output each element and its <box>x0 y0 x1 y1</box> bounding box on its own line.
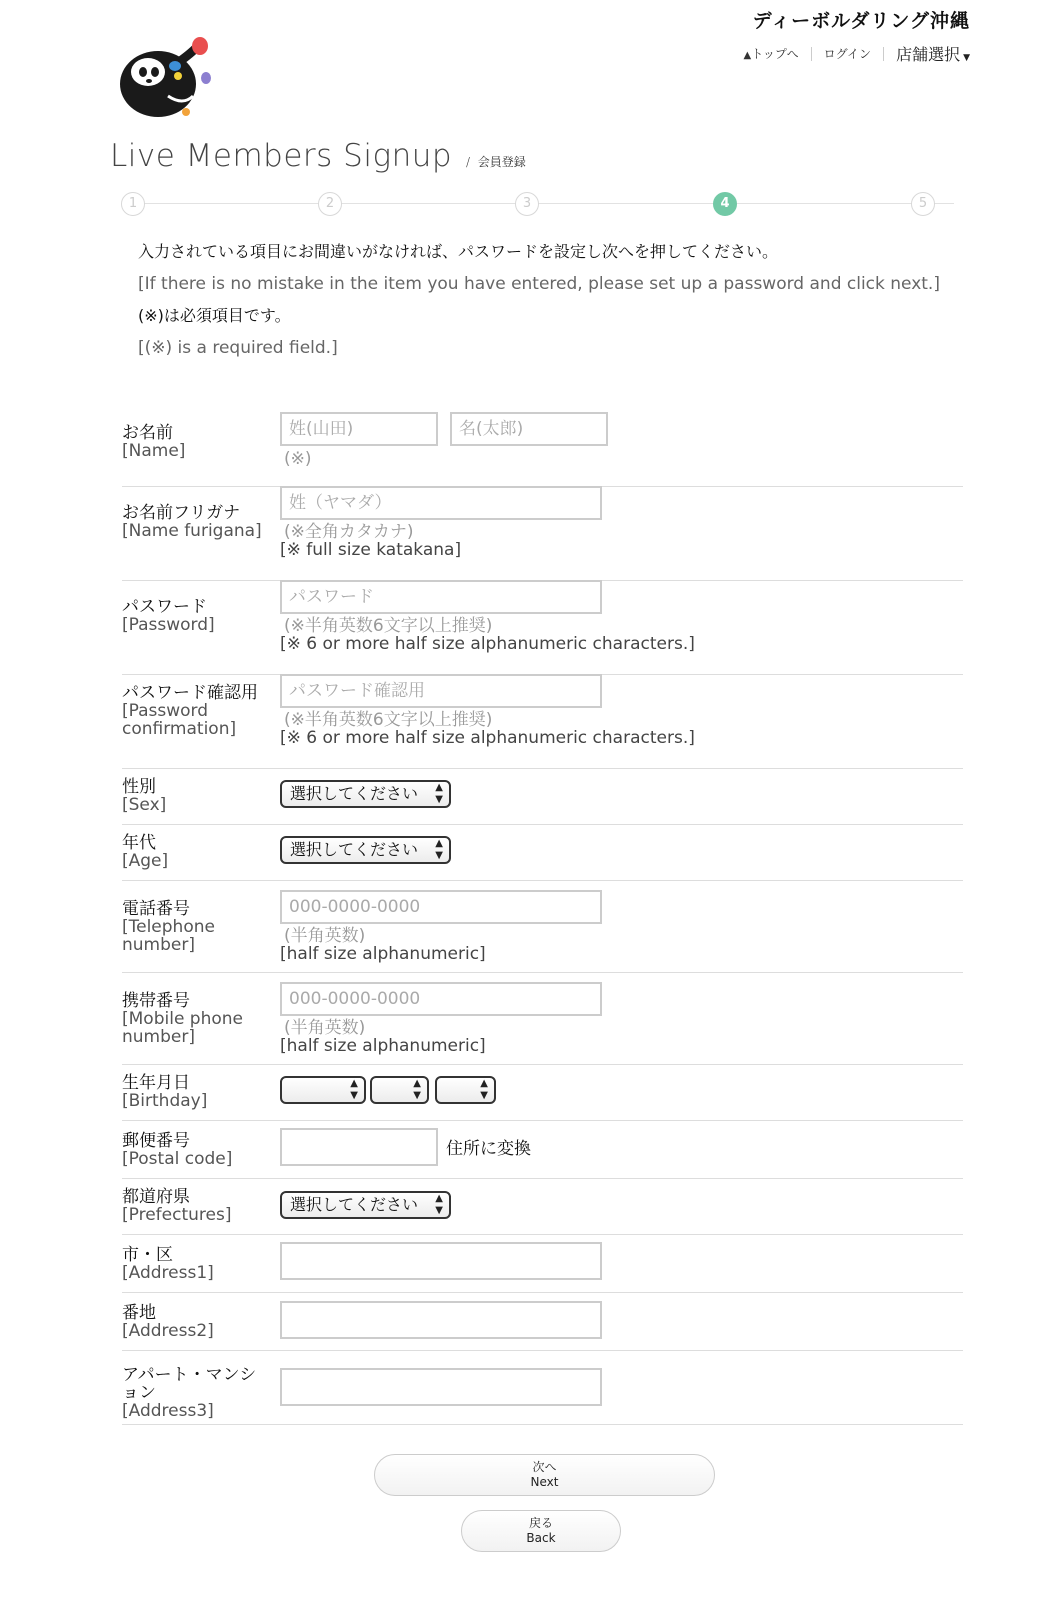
step-1: 1 <box>121 192 145 216</box>
select-arrows-icon: ▲ ▼ <box>413 1078 421 1101</box>
nav-divider <box>811 47 812 61</box>
password-label: パスワード [Password] <box>122 597 215 635</box>
name-label: お名前 [Name] <box>122 423 186 461</box>
form-row-address3 <box>122 1350 963 1425</box>
nav-login-link[interactable]: ログイン <box>823 47 872 61</box>
intro-text <box>138 236 940 364</box>
sex-select[interactable]: 選択してください ▲ ▼ <box>280 780 451 808</box>
furigana-input[interactable]: 姓（ヤマダ） <box>280 486 602 520</box>
intro-en-2: [(※) is a required field.] <box>138 338 338 358</box>
select-arrows-icon: ▲ ▼ <box>435 782 443 805</box>
first-name-input[interactable]: 名(太郎) <box>450 412 608 446</box>
next-button[interactable]: 次へ Next <box>374 1454 715 1496</box>
form-row-address1 <box>122 1234 963 1293</box>
select-arrows-icon: ▲ ▼ <box>435 1193 443 1216</box>
intro-jp-2: (※)は必須項目です。 <box>138 306 291 325</box>
top-nav <box>744 42 970 65</box>
address1-input[interactable] <box>280 1242 602 1280</box>
step-5: 5 <box>911 192 935 216</box>
birthday-year-select[interactable] <box>280 1076 366 1104</box>
furigana-label: お名前フリガナ [Name furigana] <box>122 503 262 541</box>
form-row-prefecture <box>122 1178 963 1235</box>
sex-label: 性別 [Sex] <box>122 777 167 815</box>
mobile-input[interactable]: 000-0000-0000 <box>280 982 602 1016</box>
mobile-label: 携帯番号 [Mobile phone number] <box>122 991 244 1047</box>
form-row-sex <box>122 768 963 825</box>
address3-input[interactable] <box>280 1368 602 1406</box>
select-arrows-icon: ▲ ▼ <box>350 1078 358 1101</box>
intro-en-1: [If there is no mistake in the item you have entered, please set up a password and click next.] <box>138 274 940 294</box>
birthday-day-select[interactable] <box>435 1076 496 1104</box>
form-row-birthday <box>122 1064 963 1121</box>
form-row-telephone <box>122 880 963 973</box>
birthday-label: 生年月日 [Birthday] <box>122 1073 208 1111</box>
form-row-mobile <box>122 972 963 1065</box>
address2-label: 番地 [Address2] <box>122 1303 214 1341</box>
nav-top-link[interactable]: ▲トップへ <box>743 47 799 61</box>
convert-address-link[interactable]: 住所に変換 <box>446 1139 531 1159</box>
password-note: (※半角英数6文字以上推奨) [※ 6 or more half size alphanumeric characters.] <box>280 616 695 654</box>
page-title: Live Members Signup / 会員登録 <box>110 138 526 174</box>
prefecture-select[interactable]: 選択してください ▲ ▼ <box>280 1191 451 1219</box>
step-3: 3 <box>515 192 539 216</box>
furigana-note: (※全角カタカナ) [※ full size katakana] <box>280 522 462 560</box>
select-arrows-icon: ▲ ▼ <box>480 1078 488 1101</box>
page-subtitle: / 会員登録 <box>466 155 526 169</box>
shop-name: ディーボルダリング沖縄 <box>752 10 970 32</box>
password-confirm-note: (※半角英数6文字以上推奨) [※ 6 or more half size alphanumeric characters.] <box>280 710 695 748</box>
last-name-input[interactable]: 姓(山田) <box>280 412 438 446</box>
telephone-input[interactable]: 000-0000-0000 <box>280 890 602 924</box>
age-select[interactable]: 選択してください ▲ ▼ <box>280 836 451 864</box>
birthday-month-select[interactable] <box>370 1076 429 1104</box>
form-row-password-confirm <box>122 674 963 769</box>
intro-jp-1: 入力されている項目にお間違いがなければ、パスワードを設定し次へを押してください。 <box>138 242 779 261</box>
postal-label: 郵便番号 [Postal code] <box>122 1131 233 1169</box>
form-row-postal <box>122 1120 963 1179</box>
back-button[interactable]: 戻る Back <box>461 1510 621 1552</box>
step-4-active: 4 <box>713 192 737 216</box>
prefecture-label: 都道府県 [Prefectures] <box>122 1187 232 1225</box>
name-note: (※) <box>284 449 312 469</box>
step-2: 2 <box>318 192 342 216</box>
address1-label: 市・区 [Address1] <box>122 1245 214 1283</box>
age-label: 年代 [Age] <box>122 833 169 871</box>
address2-input[interactable] <box>280 1301 602 1339</box>
select-arrows-icon: ▲ ▼ <box>435 838 443 861</box>
password-input[interactable]: パスワード <box>280 580 602 614</box>
home-icon: ▲ <box>743 50 752 61</box>
address3-label: アパート・マンシ ョン [Address3] <box>122 1365 257 1421</box>
nav-divider <box>883 47 884 61</box>
form-row-address2 <box>122 1292 963 1351</box>
form-row-furigana <box>122 486 963 581</box>
postal-code-input[interactable] <box>280 1128 438 1166</box>
form-row-age <box>122 824 963 881</box>
caret-down-icon: ▼ <box>963 53 970 63</box>
telephone-note: (半角英数) [half size alphanumeric] <box>280 926 486 964</box>
sloth-logo <box>118 36 218 126</box>
password-confirm-label: パスワード確認用 [Password confirmation] <box>122 683 258 739</box>
password-confirm-input[interactable]: パスワード確認用 <box>280 674 602 708</box>
telephone-label: 電話番号 [Telephone number] <box>122 899 215 955</box>
form-row-name <box>122 410 963 487</box>
form-row-password <box>122 580 963 675</box>
mobile-note: (半角英数) [half size alphanumeric] <box>280 1018 486 1056</box>
store-select-menu[interactable]: 店舗選択 ▼ <box>896 45 970 64</box>
steps-line <box>134 203 954 204</box>
